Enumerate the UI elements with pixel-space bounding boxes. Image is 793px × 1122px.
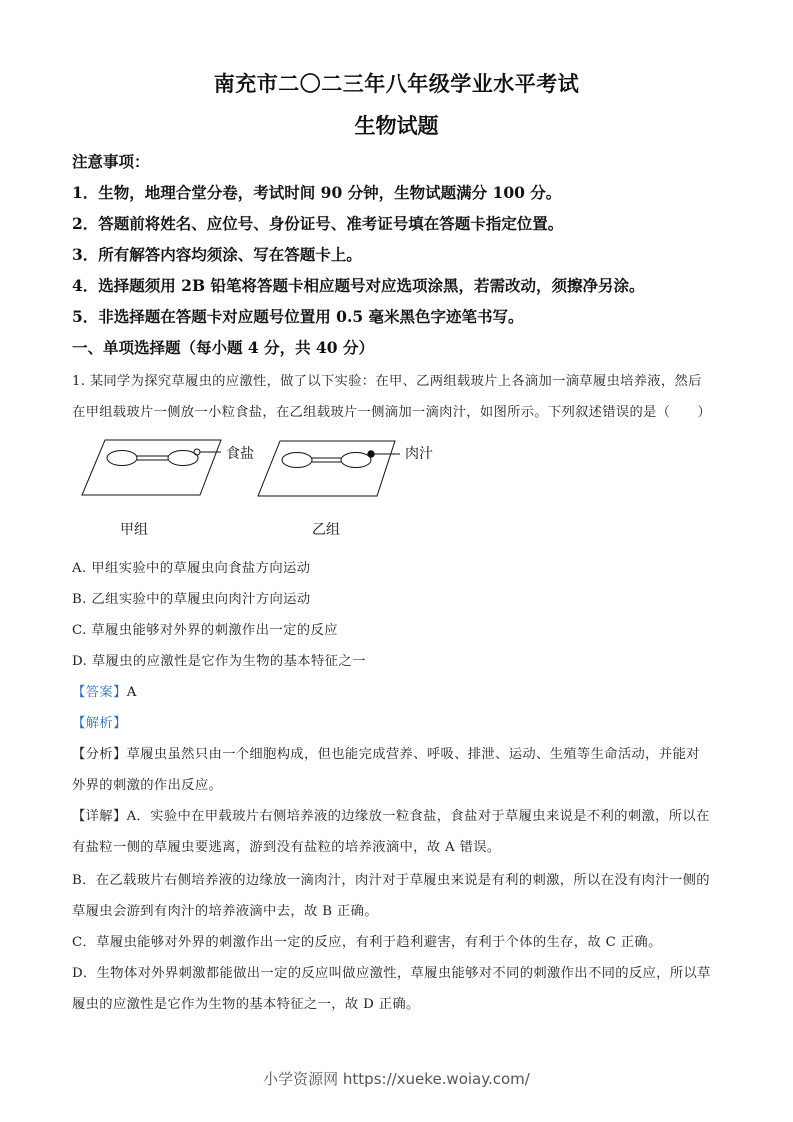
detail-line-2: 有盐粒一侧的草履虫要逃离，游到没有盐粒的培养液滴中，故 A 错误。 xyxy=(72,840,501,855)
salt-label: 食盐 xyxy=(226,446,254,462)
detail-line-6: D．生物体对外界刺激都能做出一定的反应叫做应激性，草履虫能够对不同的刺激作出不同的反应，所以草 xyxy=(72,966,711,981)
note-item-5: 5．非选择题在答题卡对应题号位置用 0.5 毫米黑色字迹笔书写。 xyxy=(72,307,524,326)
analysis-line-1: 【分析】草履虫虽然只由一个细胞构成，但也能完成营养、呼吸、排泄、运动、生殖等生命活动，并能对 xyxy=(72,747,700,762)
option-d: D. 草履虫的应激性是它作为生物的基本特征之一 xyxy=(72,654,366,669)
slide-left xyxy=(82,440,221,495)
question-stem-line-2: 在甲组载玻片一侧放一小粒食盐，在乙组载玻片一侧滴加一滴肉汁，如图所示。下列叙述错误的是（ ） xyxy=(72,405,712,420)
detail-line-4: 草履虫会游到有肉汁的培养液滴中去，故 B 正确。 xyxy=(72,904,378,919)
option-a: A. 甲组实验中的草履虫向食盐方向运动 xyxy=(72,561,311,576)
group-yi-label: 乙组 xyxy=(312,522,340,538)
analysis-tag: 【解析】 xyxy=(72,716,127,731)
note-item-4: 4．选择题须用 2B 铅笔将答题卡相应题号对应选项涂黑，若需改动，须擦净另涂。 xyxy=(72,276,645,295)
note-item-1: 1．生物，地理合堂分卷，考试时间 90 分钟，生物试题满分 100 分。 xyxy=(72,183,562,202)
question-stem-line-1: 1. 某同学为探究草履虫的应激性，做了以下实验：在甲、乙两组载玻片上各滴加一滴草履虫培养液，然后 xyxy=(72,374,702,389)
answer-value: A xyxy=(126,685,137,700)
slides-diagram xyxy=(0,0,793,560)
detail-line-5: C．草履虫能够对外界的刺激作出一定的反应，有利于趋利避害，有利于个体的生存，故 C 正确。 xyxy=(72,935,662,950)
detail-line-1: 【详解】A．实验中在甲载玻片右侧培养液的边缘放一粒食盐，食盐对于草履虫来说是不利的刺激，所以在 xyxy=(72,809,710,824)
section-heading: 一、单项选择题（每小题 4 分，共 40 分） xyxy=(72,338,374,357)
option-c: C. 草履虫能够对外界的刺激作出一定的反应 xyxy=(72,623,338,638)
option-b: B. 乙组实验中的草履虫向肉汁方向运动 xyxy=(72,592,311,607)
group-jia-label: 甲组 xyxy=(120,522,148,538)
detail-line-3: B．在乙载玻片右侧培养液的边缘放一滴肉汁，肉汁对于草履虫来说是有利的刺激，所以在没有肉汁一侧的 xyxy=(72,873,710,888)
exam-subtitle: 生物试题 xyxy=(354,114,439,138)
answer-tag: 【答案】 xyxy=(72,685,127,700)
note-item-3: 3．所有解答内容均须涂、写在答题卡上。 xyxy=(72,245,362,264)
broth-label: 肉汁 xyxy=(405,446,433,462)
exam-title: 南充市二〇二三年八年级学业水平考试 xyxy=(213,72,580,96)
watermark-footer: 小学资源网 https://xueke.woiay.com/ xyxy=(263,1070,530,1088)
note-item-2: 2．答题前将姓名、应位号、身份证号、准考证号填在答题卡指定位置。 xyxy=(72,214,564,233)
detail-line-7: 履虫的应激性是它作为生物的基本特征之一，故 D 正确。 xyxy=(72,997,420,1012)
answer-row xyxy=(72,681,137,700)
notes-heading: 注意事项： xyxy=(72,152,150,171)
analysis-line-2: 外界的刺激的作出反应。 xyxy=(72,778,223,793)
slide-right xyxy=(258,441,400,496)
